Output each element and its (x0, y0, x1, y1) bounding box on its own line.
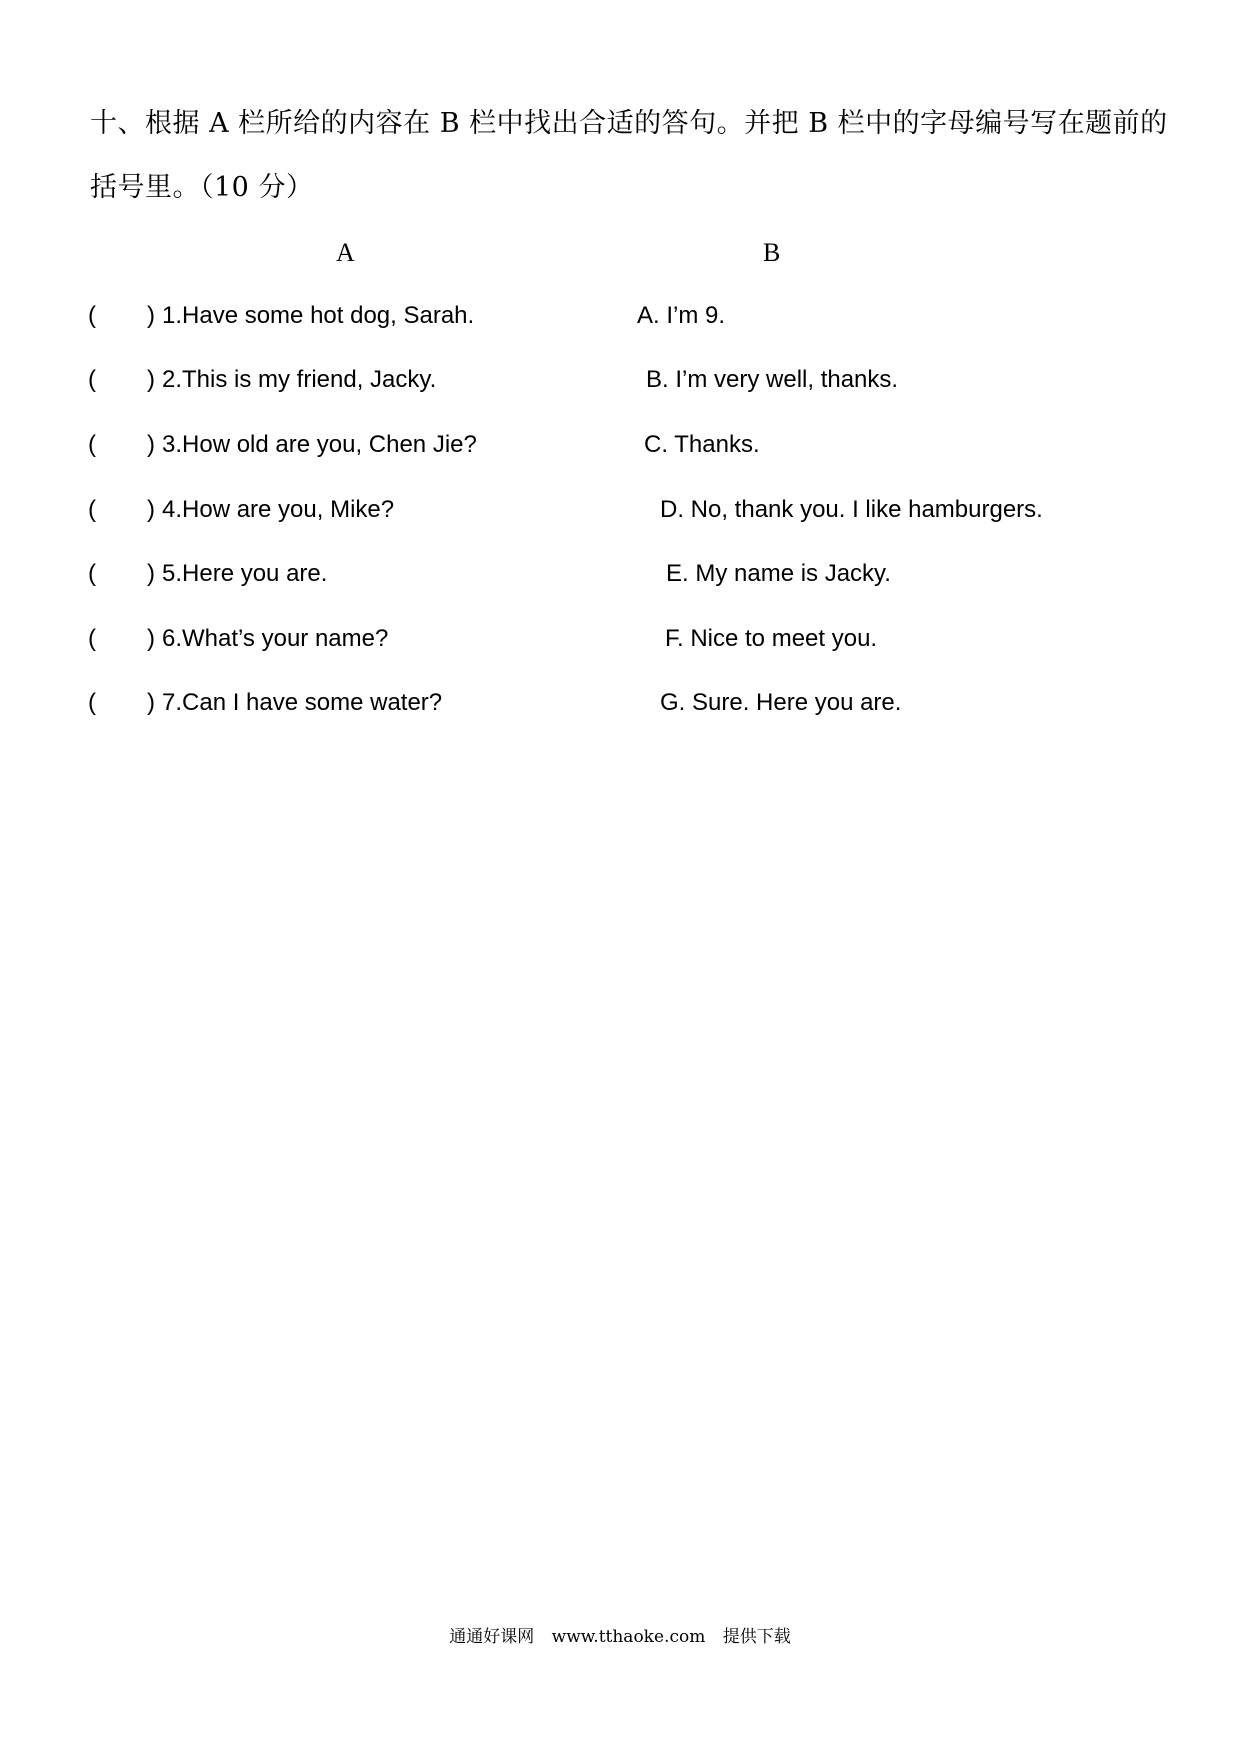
answer-blank-open[interactable]: ( (88, 689, 96, 716)
answer-blank-close: ) (147, 625, 155, 652)
column-b-label: B (763, 238, 781, 267)
matching-row (0, 496, 1240, 536)
question-text: 3.How old are you, Chen Jie? (162, 431, 477, 458)
answer-option: G. Sure. Here you are. (660, 689, 902, 716)
matching-row (0, 560, 1240, 600)
matching-row (0, 302, 1240, 342)
question-text: 5.Here you are. (162, 560, 328, 587)
question-text: 7.Can I have some water? (162, 689, 443, 716)
answer-option: C. Thanks. (644, 431, 760, 458)
answer-blank-open[interactable]: ( (88, 496, 96, 523)
answer-option: F. Nice to meet you. (665, 625, 878, 652)
answer-blank-open[interactable]: ( (88, 302, 96, 329)
answer-blank-close: ) (147, 431, 155, 458)
answer-blank-open[interactable]: ( (88, 625, 96, 652)
question-heading: 十、根据 A 栏所给的内容在 B 栏中找出合适的答句。并把 B 栏中的字母编号写在题前的括号里。（10 分） (90, 108, 1168, 203)
question-text: 4.How are you, Mike? (162, 496, 395, 523)
answer-blank-close: ) (147, 496, 155, 523)
answer-blank-open[interactable]: ( (88, 560, 96, 587)
answer-option: B. I’m very well, thanks. (646, 366, 899, 393)
footer-site-name: 通通好课网 (449, 1627, 535, 1647)
answer-blank-open[interactable]: ( (88, 431, 96, 458)
answer-blank-open[interactable]: ( (88, 366, 96, 393)
answer-option: A. I’m 9. (637, 302, 726, 329)
answer-option: E. My name is Jacky. (666, 560, 891, 587)
page-footer (0, 1622, 1240, 1647)
question-text: 1.Have some hot dog, Sarah. (162, 302, 475, 329)
footer-url[interactable]: www.tthaoke.com (551, 1627, 706, 1647)
answer-blank-close: ) (147, 302, 155, 329)
answer-blank-close: ) (147, 689, 155, 716)
matching-row (0, 625, 1240, 665)
matching-row (0, 431, 1240, 471)
question-text: 2.This is my friend, Jacky. (162, 366, 437, 393)
answer-blank-close: ) (147, 366, 155, 393)
column-a-label: A (336, 238, 355, 267)
answer-option: D. No, thank you. I like hamburgers. (660, 496, 1043, 523)
question-text: 6.What’s your name? (162, 625, 389, 652)
footer-suffix: 提供下载 (722, 1627, 791, 1647)
answer-blank-close: ) (147, 560, 155, 587)
matching-row (0, 366, 1240, 406)
matching-row (0, 689, 1240, 729)
